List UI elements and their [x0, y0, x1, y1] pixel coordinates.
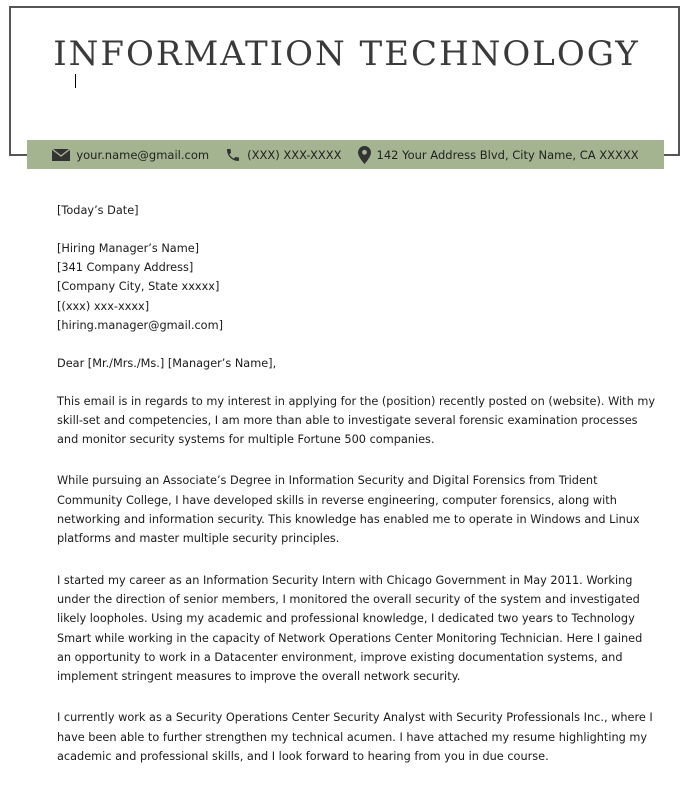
recipient-block: [57, 239, 657, 335]
letter-body: [57, 201, 657, 766]
salutation: Dear [Mr./Mrs./Ms.] [Manager’s Name],: [57, 356, 277, 370]
contact-phone[interactable]: [225, 147, 341, 163]
phone-text: (XXX) XXX-XXXX: [247, 147, 342, 162]
recipient-line: [Company City, State xxxxx]: [57, 280, 220, 294]
letter-paragraph: This email is in regards to my interest in applying for the (position) recently posted on (website). With my skill-set and competencies, I am more than able to investigate several forensic examination processes and monitor security systems for multiple Fortune 500 companies.: [57, 394, 656, 447]
phone-icon: [225, 147, 241, 163]
location-pin-icon: [358, 146, 371, 164]
contact-bar: [27, 140, 664, 169]
recipient-line: [(xxx) xxx-xxxx]: [57, 299, 150, 313]
text-cursor: [75, 74, 76, 88]
address-text: 142 Your Address Blvd, City Name, CA XXXXX: [376, 147, 639, 162]
recipient-line: [341 Company Address]: [57, 261, 194, 275]
page-title: INFORMATION TECHNOLOGY: [53, 34, 640, 74]
email-text: your.name@gmail.com: [76, 147, 210, 162]
letter-paragraph: I currently work as a Security Operations Center Security Analyst with Security Professionals Inc., where I have been able to further strengthen my technical acumen. I have attached my resume highlighting my academic and professional skills, and I look forward to hearing from you in due course.: [57, 711, 653, 764]
envelope-icon: [52, 149, 70, 161]
letter-paragraph: I started my career as an Information Security Intern with Chicago Government in May 2011. Working under the direction of senior members, I monitored the overall security of the system and investigated likely loopholes. Using my academic and professional knowledge, I dedicated two years to Technology Smart while working in the capacity of Network Operations Center Monitoring Technician. Here I gained an opportunity to work in a Datacenter environment, improve existing documentation systems, and implement stringent measures to improve the overall network security.: [57, 573, 643, 684]
letter-date: [Today’s Date]: [57, 204, 139, 217]
recipient-line: [Hiring Manager’s Name]: [57, 241, 200, 255]
header-frame: [9, 6, 680, 156]
contact-address[interactable]: [358, 146, 639, 164]
recipient-line: [hiring.manager@gmail.com]: [57, 318, 223, 332]
contact-email[interactable]: [52, 148, 209, 162]
letter-paragraph: While pursuing an Associate’s Degree in Information Security and Digital Forensics from Trident Community College, I have developed skills in reverse engineering, computer forensics, along with networking and information security. This knowledge has enabled me to operate in Windows and Linux platforms and master multiple security principles.: [57, 474, 640, 546]
